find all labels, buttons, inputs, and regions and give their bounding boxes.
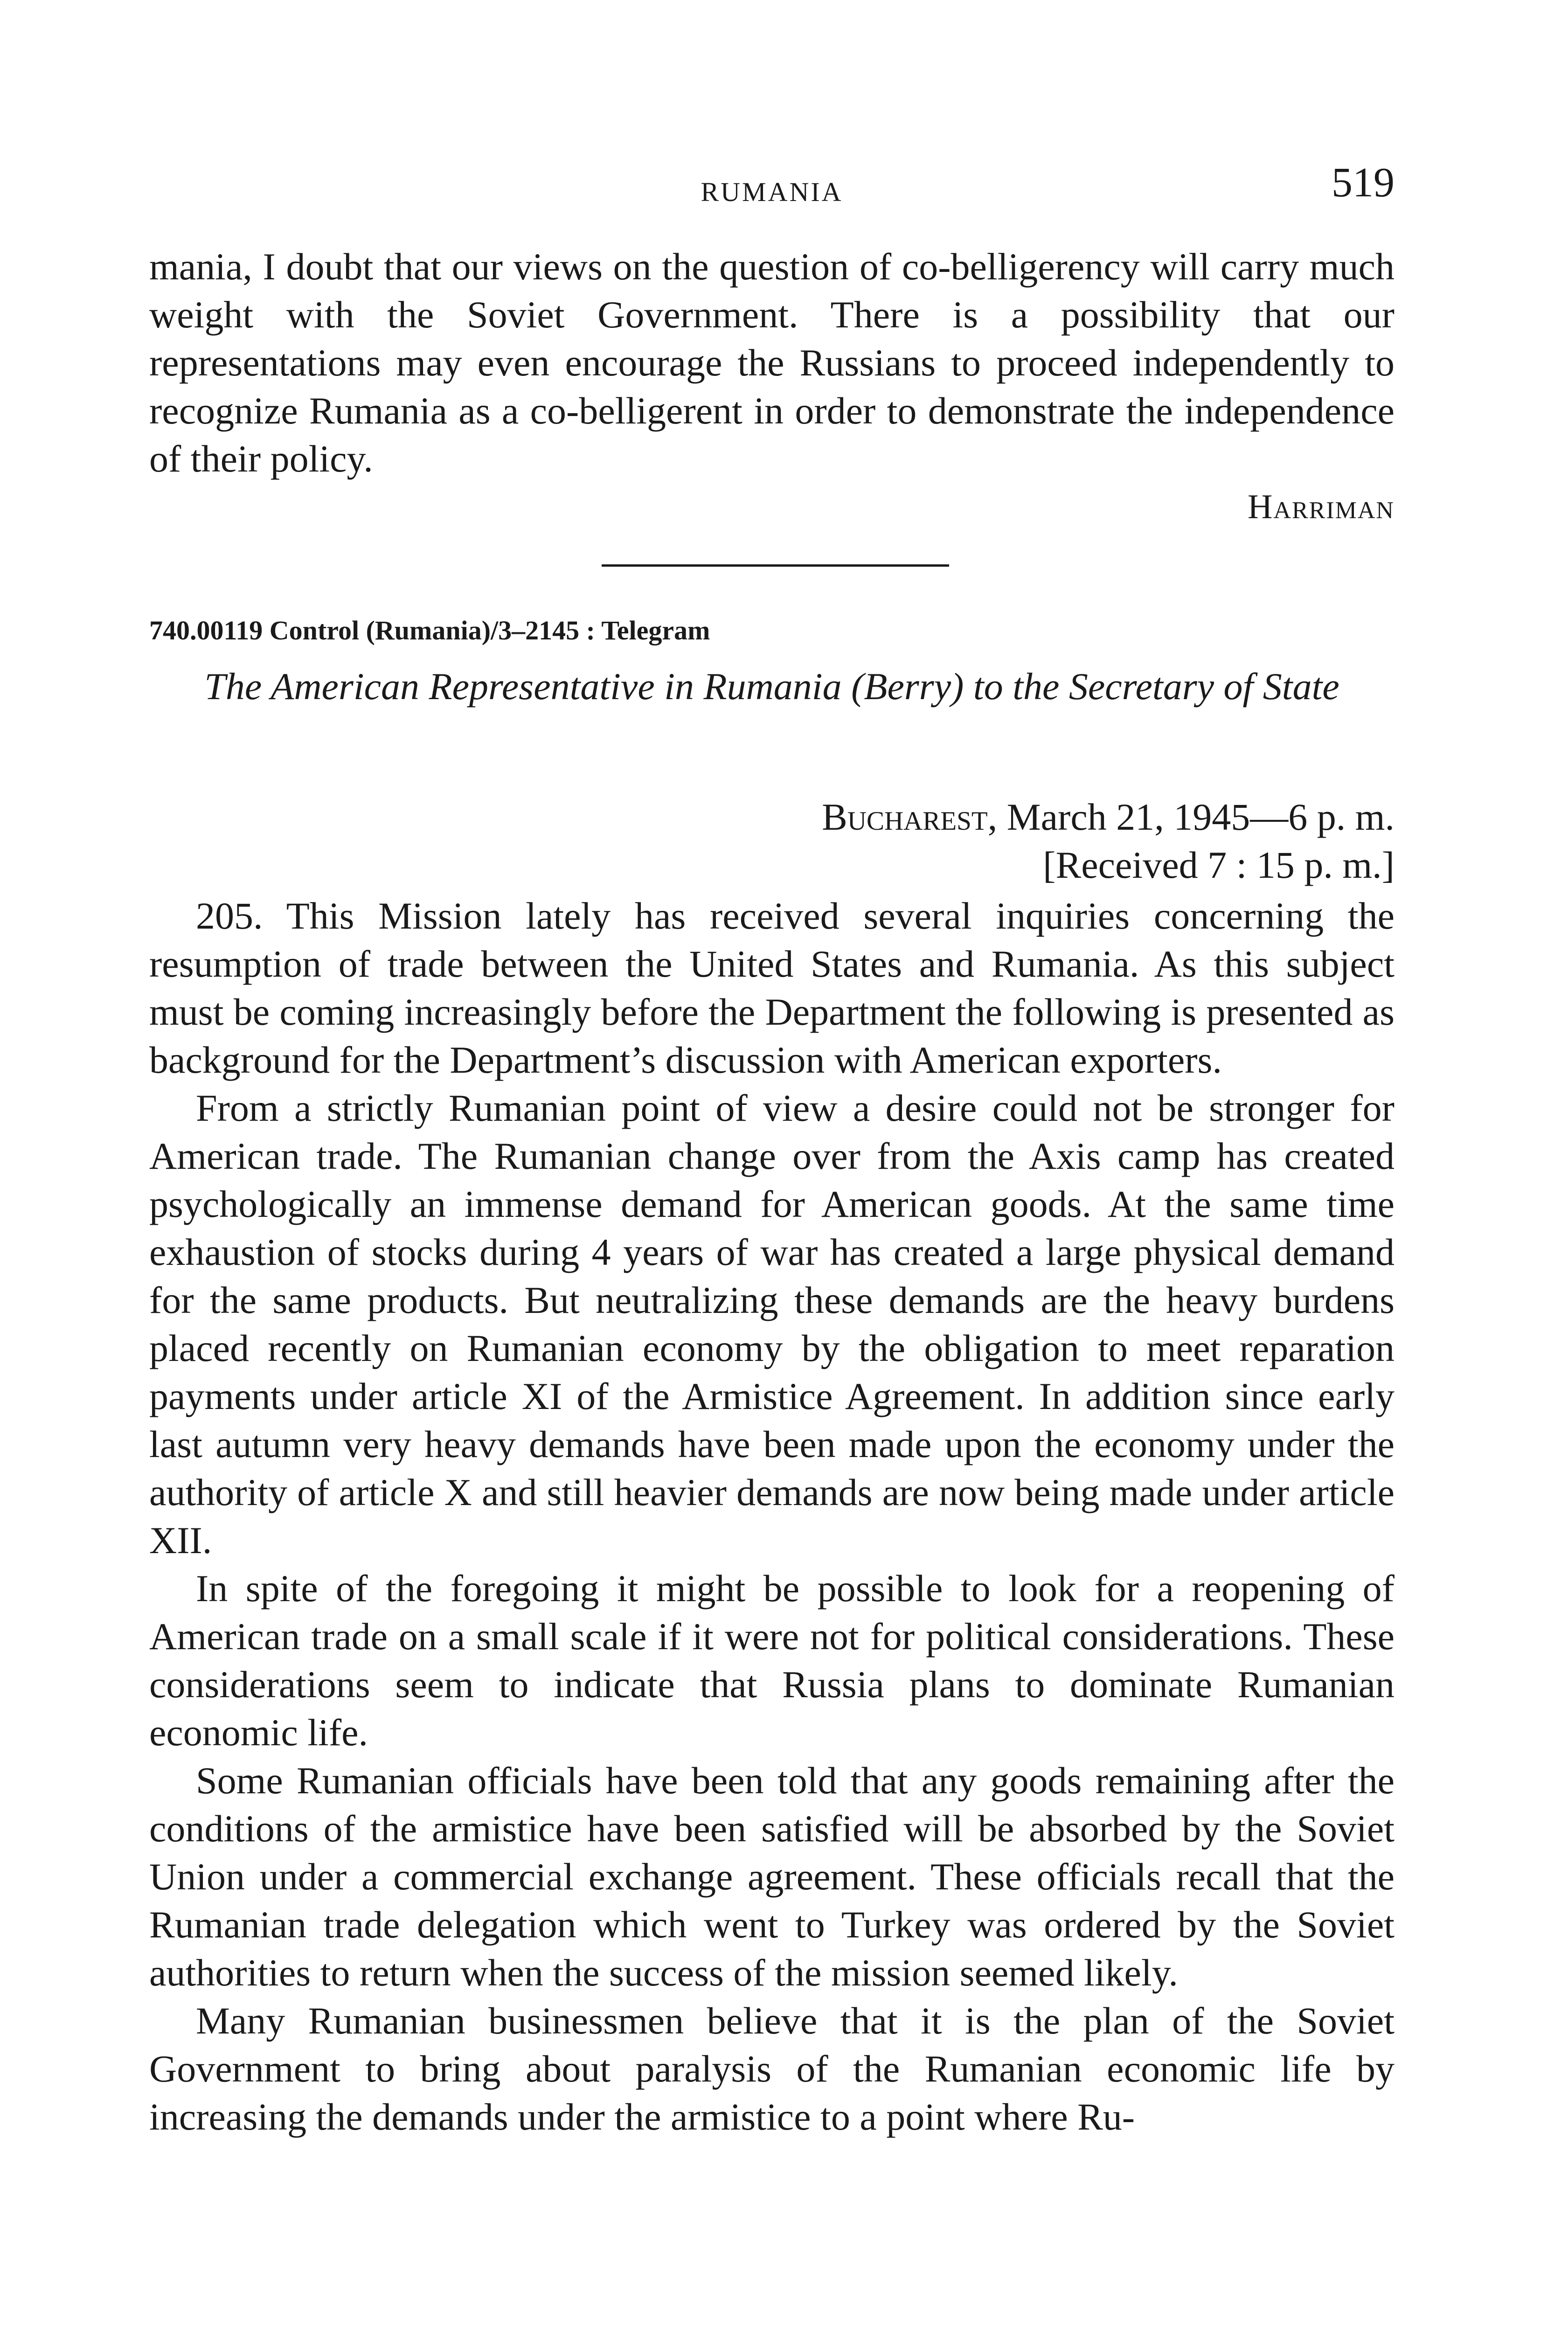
body-paragraph-3: In spite of the foregoing it might be possible to look for a reopening of American trade on a small scale if it were not for political considerations. These considerations seem to indicate that Russia plans to dominate Rumanian economic life.: [149, 1567, 1395, 1754]
section-divider: [602, 564, 949, 567]
dateline-date: March 21, 1945—6 p. m.: [1006, 796, 1395, 838]
received-time: [Received 7 : 15 p. m.]: [1043, 844, 1395, 886]
dateline-place: Bucharest,: [822, 796, 998, 838]
body-paragraph-1: 205. This Mission lately has received several inquiries concerning the resumption of trade between the United States and Rumania. As this subject must be coming increasingly before the Department the following is presented as background for the Department’s discussion with American exporters.: [149, 895, 1395, 1081]
file-reference: 740.00119 Control (Rumania)/3–2145 : Telegram: [149, 615, 710, 645]
continuation-paragraph: mania, I doubt that our views on the question of co-belligerency will carry much weight with the Soviet Government. There is a possibility that our representations may even encourage the Russians to proceed independently to recognize Rumania as a co-belligerent in order to demonstrate the independence of their policy.: [149, 245, 1395, 480]
dateline: [822, 793, 1395, 889]
continuation-text: [149, 243, 1395, 483]
signature: Harriman: [1247, 488, 1395, 526]
body-paragraph-2: From a strictly Rumanian point of view a desire could not be stronger for American trade. The Rumanian change over from the Axis camp has created psychologically an immense demand for American goods. At the same time exhaustion of stocks during 4 years of war has created a large physical demand for the same products. But neutralizing these demands are the heavy burdens placed recently on Rumanian economy by the obligation to meet reparation payments under article XI of the Armistice Agreement. In addition since early last autumn very heavy demands have been made upon the economy under the authority of article X and still heavier demands are now being made under article XII.: [149, 1087, 1395, 1562]
page-header: [149, 159, 1395, 224]
document-title: The American Representative in Rumania (Berry) to the Secretary of State: [204, 665, 1339, 708]
body-paragraph-4: Some Rumanian officials have been told that any goods remaining after the conditions of the armistice have been satisfied will be absorbed by the Soviet Union under a commercial exchange agreement. These officials recall that the Rumanian trade delegation which went to Turkey was ordered by the Soviet authorities to return when the success of the mission seemed likely.: [149, 1759, 1395, 1994]
body-paragraph-5: Many Rumanian businessmen believe that it is the plan of the Soviet Government to bring about paralysis of the Rumanian economic life by increasing the demands under the armistice to a point where Ru-: [149, 1999, 1395, 2138]
telegram-body: [149, 892, 1395, 2141]
running-head: RUMANIA: [701, 177, 843, 207]
page-number: 519: [1332, 160, 1395, 206]
